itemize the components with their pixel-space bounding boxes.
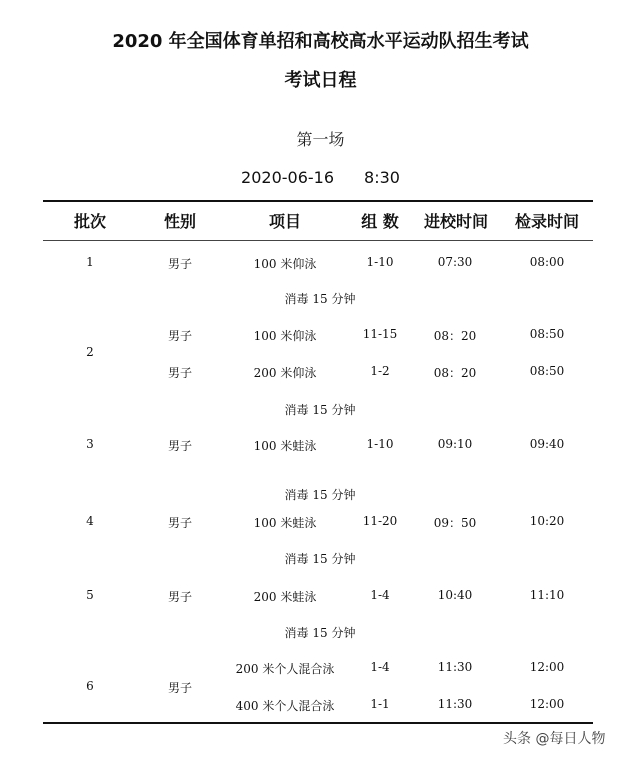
entry-time-cell: 08：20 xyxy=(433,366,477,380)
session-date: 2020-06-16 xyxy=(241,168,335,187)
gender-cell: 男子 xyxy=(167,366,192,380)
entry-time-cell: 09：50 xyxy=(433,516,477,530)
event-cell: 100 米蛙泳 xyxy=(253,439,317,453)
event-cell: 200 米仰泳 xyxy=(253,366,317,380)
event-cell: 200 米个人混合泳 xyxy=(235,662,335,676)
column-header-event: 项目 xyxy=(268,212,301,231)
disinfect-note: 消毒 15 分钟 xyxy=(284,292,356,306)
disinfect-note: 消毒 15 分钟 xyxy=(284,552,356,566)
batch-number: 1 xyxy=(86,255,94,269)
entry-time-cell: 10:40 xyxy=(437,588,473,602)
checkin-time-cell: 08:00 xyxy=(529,255,565,269)
groups-cell: 1-2 xyxy=(370,364,390,378)
gender-cell: 男子 xyxy=(167,681,192,695)
session-time: 8:30 xyxy=(364,168,400,187)
checkin-time-cell: 12:00 xyxy=(529,660,565,674)
session-label: 第一场 xyxy=(296,130,345,149)
groups-cell: 1-10 xyxy=(366,255,394,269)
gender-cell: 男子 xyxy=(167,590,192,604)
checkin-time-cell: 09:40 xyxy=(529,437,565,451)
event-cell: 100 米蛙泳 xyxy=(253,516,317,530)
groups-cell: 11-15 xyxy=(362,327,398,341)
batch-number: 3 xyxy=(86,437,94,451)
checkin-time-cell: 11:10 xyxy=(529,588,565,602)
entry-time-cell: 11:30 xyxy=(437,660,473,674)
column-header-groups: 组 数 xyxy=(361,212,399,231)
event-cell: 200 米蛙泳 xyxy=(253,590,317,604)
gender-cell: 男子 xyxy=(167,516,192,530)
batch-number: 4 xyxy=(86,514,94,528)
column-header-checkin-time: 检录时间 xyxy=(514,212,579,231)
entry-time-cell: 07:30 xyxy=(437,255,473,269)
groups-cell: 1-1 xyxy=(370,697,390,711)
table-top-rule xyxy=(43,200,593,202)
column-header-batch: 批次 xyxy=(73,212,106,231)
table-header-rule xyxy=(43,240,593,241)
document-subtitle: 考试日程 xyxy=(284,70,357,91)
disinfect-note: 消毒 15 分钟 xyxy=(284,403,356,417)
checkin-time-cell: 08:50 xyxy=(529,327,565,341)
groups-cell: 1-10 xyxy=(366,437,394,451)
disinfect-note: 消毒 15 分钟 xyxy=(284,488,356,502)
entry-time-cell: 08：20 xyxy=(433,329,477,343)
checkin-time-cell: 10:20 xyxy=(529,514,565,528)
column-header-gender: 性别 xyxy=(163,212,196,231)
gender-cell: 男子 xyxy=(167,329,192,343)
watermark: 头条 @每日人物 xyxy=(503,731,606,747)
gender-cell: 男子 xyxy=(167,257,192,271)
document-title: 2020 年全国体育单招和高校高水平运动队招生考试 xyxy=(112,31,529,52)
groups-cell: 1-4 xyxy=(370,588,390,602)
checkin-time-cell: 08:50 xyxy=(529,364,565,378)
checkin-time-cell: 12:00 xyxy=(529,697,565,711)
batch-number: 2 xyxy=(86,345,94,359)
event-cell: 100 米仰泳 xyxy=(253,329,317,343)
gender-cell: 男子 xyxy=(167,439,192,453)
batch-number: 5 xyxy=(86,588,94,602)
event-cell: 400 米个人混合泳 xyxy=(235,699,335,713)
event-cell: 100 米仰泳 xyxy=(253,257,317,271)
column-header-entry-time: 进校时间 xyxy=(423,212,488,231)
table-bottom-rule xyxy=(43,722,593,724)
entry-time-cell: 11:30 xyxy=(437,697,473,711)
entry-time-cell: 09:10 xyxy=(437,437,473,451)
groups-cell: 11-20 xyxy=(362,514,398,528)
groups-cell: 1-4 xyxy=(370,660,390,674)
batch-number: 6 xyxy=(86,679,94,693)
session-datetime xyxy=(0,168,641,187)
disinfect-note: 消毒 15 分钟 xyxy=(284,626,356,640)
